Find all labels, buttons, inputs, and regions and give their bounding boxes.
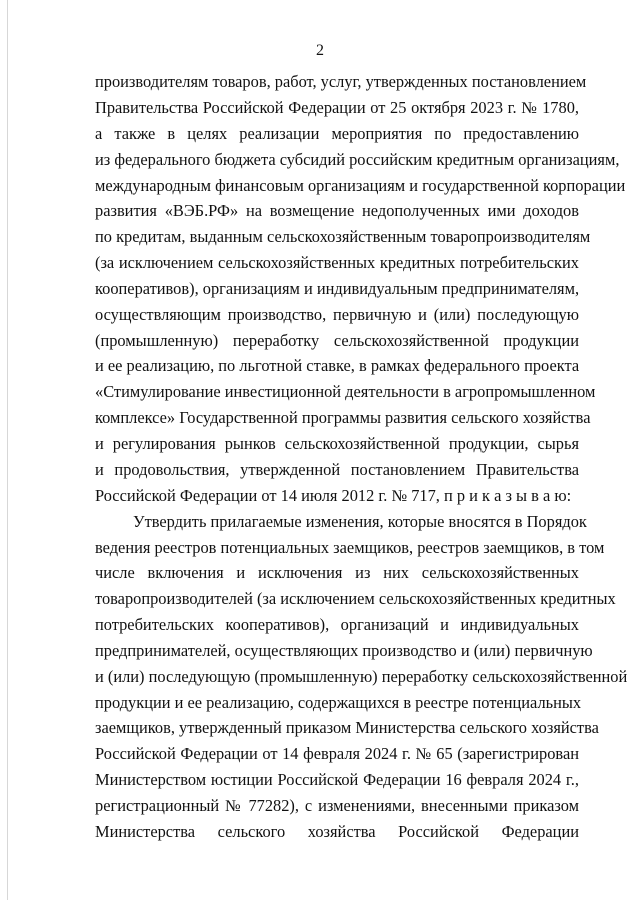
text-line: заемщиков, утвержденный приказом Министерства сельского хозяйства (95, 718, 599, 737)
text-line: Российской Федерации от 14 июля 2012 г. № 717, п р и к а з ы в а ю: (95, 486, 572, 505)
text-line: (за исключением сельскохозяйственных кредитных потребительских (95, 253, 579, 272)
text-line: и регулирования рынков сельскохозяйственной продукции, сырья (95, 434, 579, 453)
paragraph-first-line: Утвердить прилагаемые изменения, которые вносятся в Порядок (133, 512, 587, 531)
text-line: международным финансовым организациям и государственной корпорации (95, 176, 626, 195)
text-line: (промышленную) переработку сельскохозяйственной продукции (95, 331, 579, 350)
text-line: товаропроизводителей (за исключением сельскохозяйственных кредитных (95, 589, 616, 608)
text-line: «Стимулирование инвестиционной деятельности в агропромышленном (95, 382, 596, 401)
text-line: и продовольствия, утвержденной постановлением Правительства (95, 460, 579, 479)
text-line: ведения реестров потенциальных заемщиков, реестров заемщиков, в том (95, 538, 605, 557)
text-line: Российской Федерации от 14 февраля 2024 г. № 65 (зарегистрирован (95, 744, 579, 763)
text-line: и ее реализацию, по льготной ставке, в рамках федерального проекта (95, 356, 580, 375)
text-line: развития «ВЭБ.РФ» на возмещение недополученных ими доходов (95, 201, 579, 220)
text-line: а также в целях реализации мероприятия по предоставлению (95, 124, 579, 143)
scan-edge-line (7, 0, 8, 900)
page-number: 2 (316, 42, 324, 59)
text-line: по кредитам, выданным сельскохозяйственным товаропроизводителям (95, 227, 591, 246)
text-line: кооперативов), организациям и индивидуальным предпринимателям, (95, 279, 580, 298)
text-line: предпринимателей, осуществляющих производство и (или) первичную (95, 641, 593, 660)
text-line: потребительских кооперативов), организаций и индивидуальных (95, 615, 579, 634)
text-line: производителям товаров, работ, услуг, утвержденных постановлением (95, 72, 587, 91)
text-line: комплексе» Государственной программы развития сельского хозяйства (95, 408, 591, 427)
text-line: продукции и ее реализацию, содержащихся в реестре потенциальных (95, 693, 582, 712)
text-line: и (или) последующую (промышленную) переработку сельскохозяйственной (95, 667, 628, 686)
text-line: Правительства Российской Федерации от 25 октября 2023 г. № 1780, (95, 98, 579, 117)
text-line: Министерством юстиции Российской Федерации 16 февраля 2024 г., (95, 770, 579, 789)
text-line: Министерства сельского хозяйства Российской Федерации (95, 822, 579, 841)
text-line: регистрационный № 77282), с изменениями, внесенными приказом (95, 796, 579, 815)
text-line: из федерального бюджета субсидий российским кредитным организациям, (95, 150, 620, 169)
text-line: осуществляющим производство, первичную и (или) последующую (95, 305, 579, 324)
text-line: числе включения и исключения из них сельскохозяйственных (95, 563, 579, 582)
